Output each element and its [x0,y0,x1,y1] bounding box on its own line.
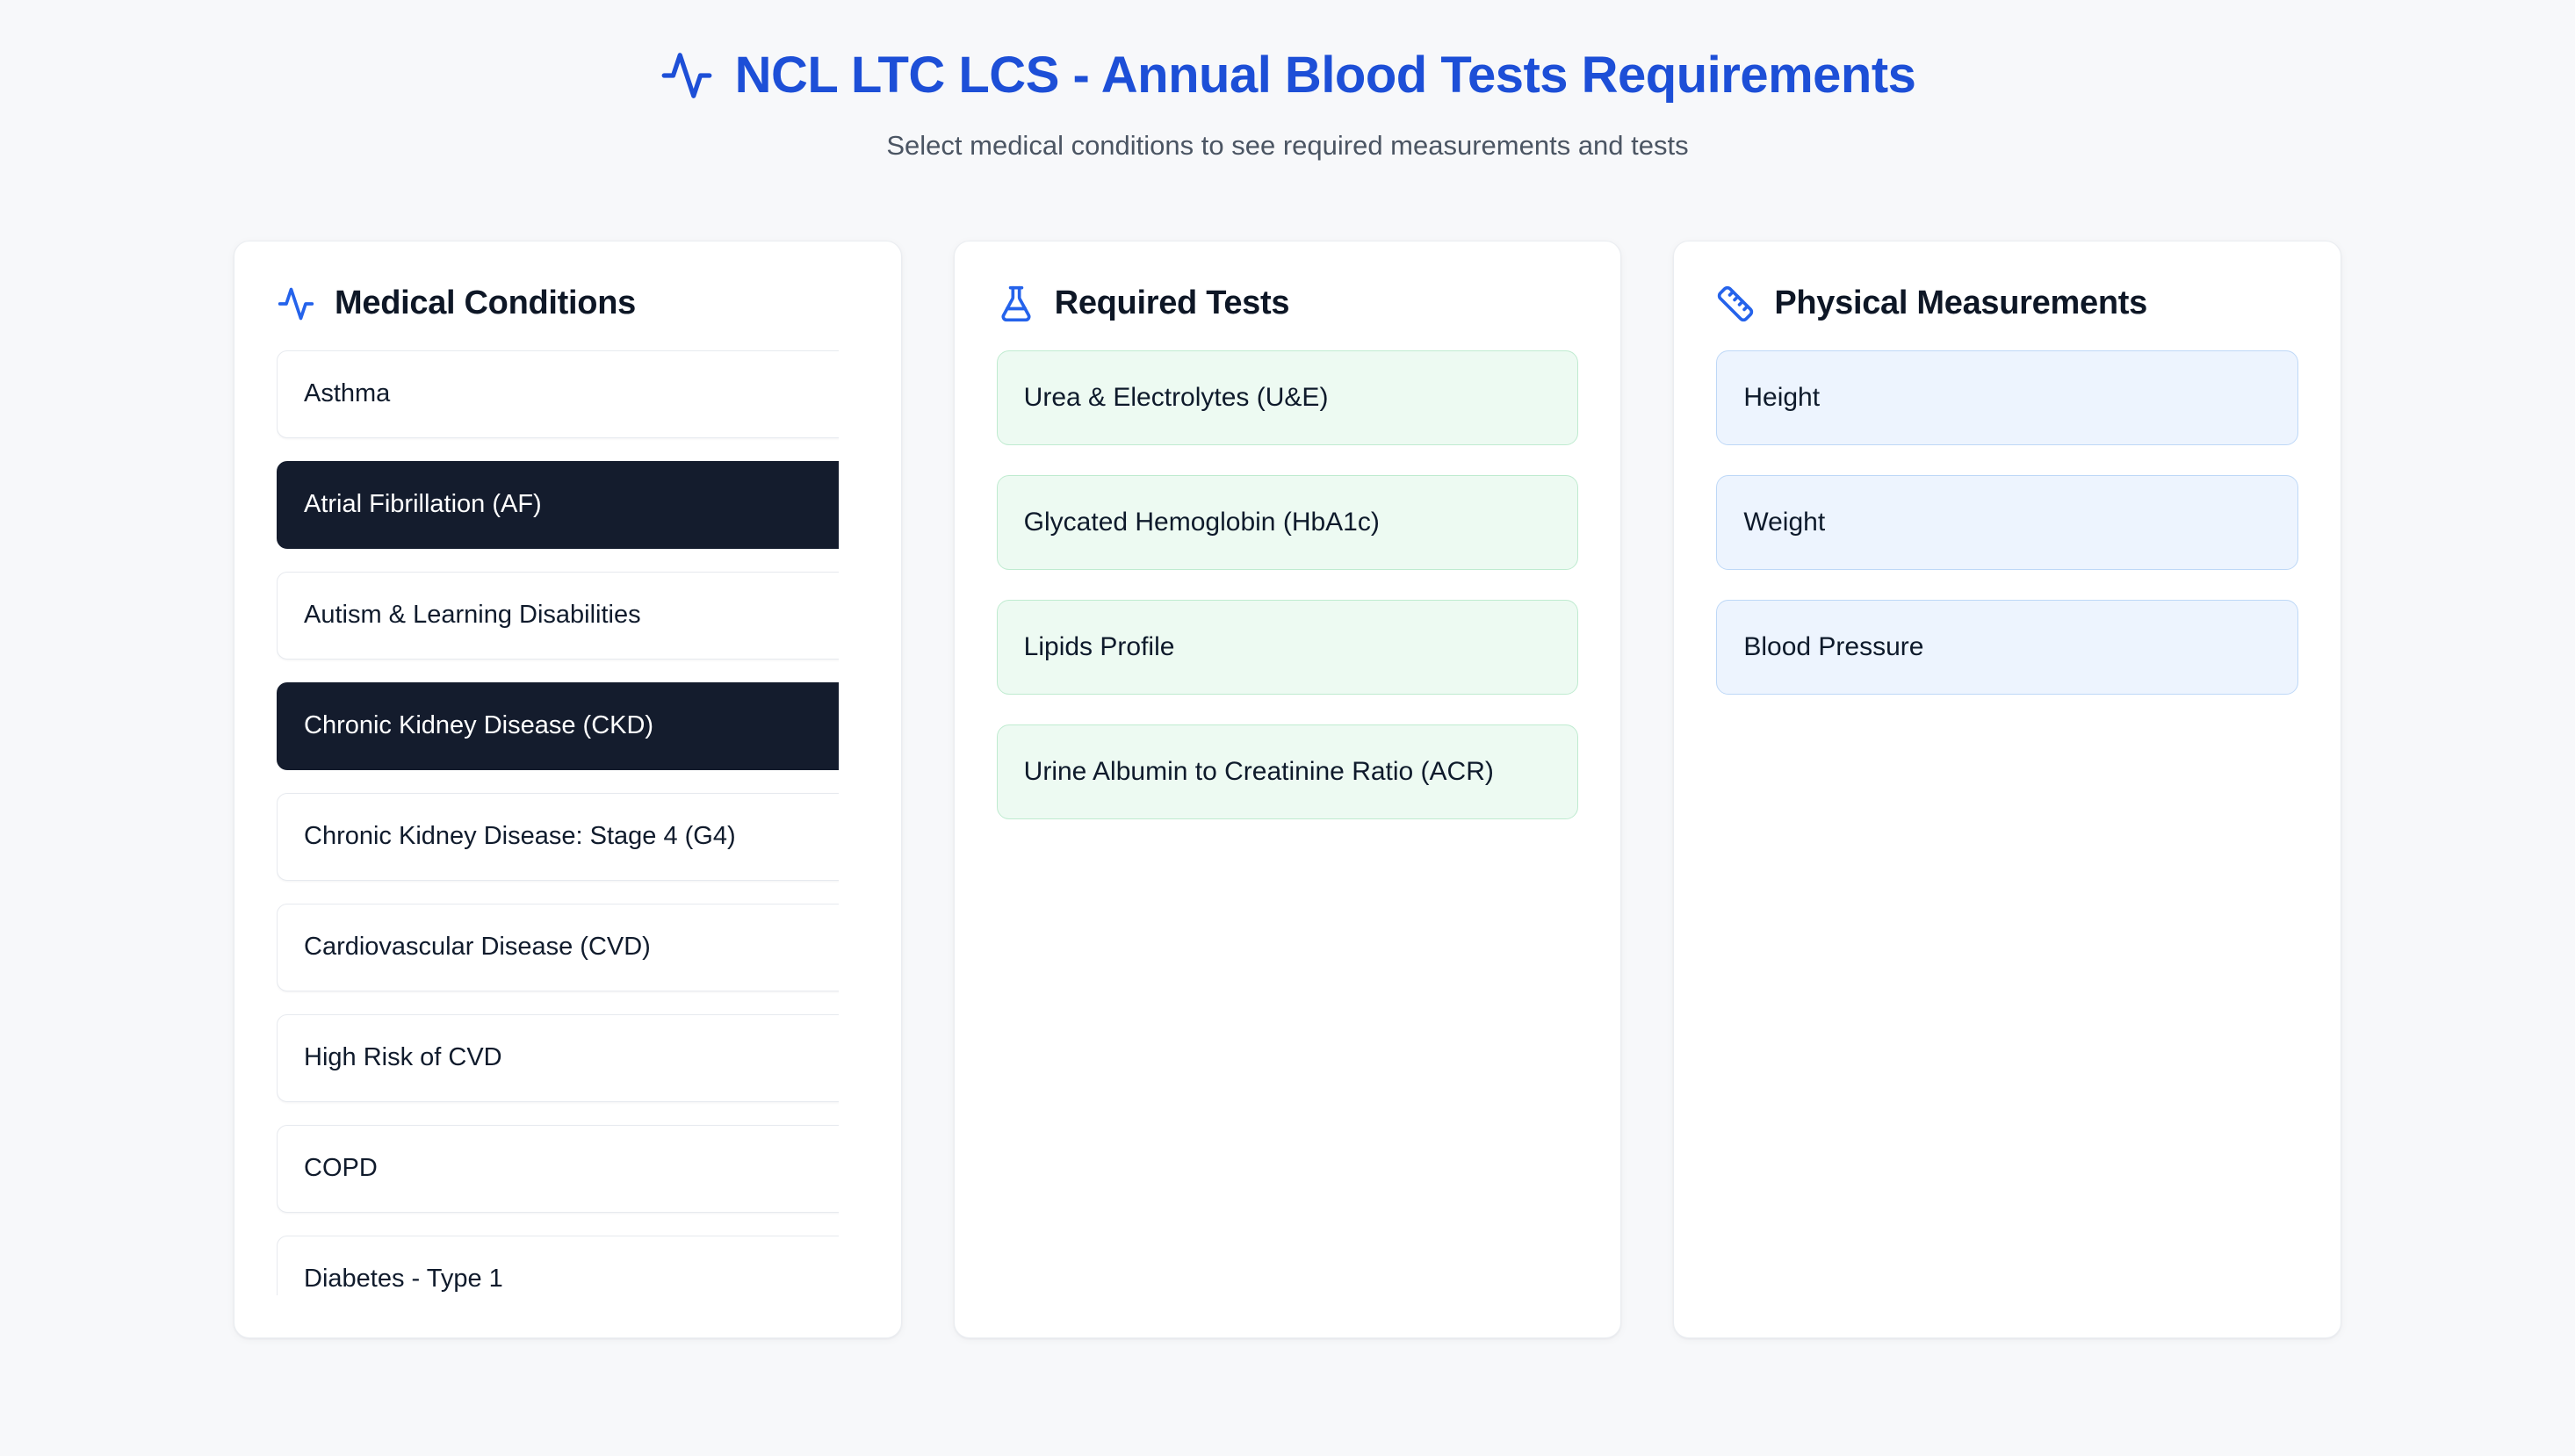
condition-item-label: Cardiovascular Disease (CVD) [304,933,651,962]
physical-measurements-title: Physical Measurements [1774,285,2147,322]
measurement-item [1716,475,2298,570]
test-item [997,350,1579,445]
measurement-item-label: Weight [1743,507,1826,537]
condition-item-label: Chronic Kidney Disease (CKD) [304,711,654,740]
test-item [997,600,1579,695]
condition-item[interactable] [277,904,839,991]
condition-item-label: Autism & Learning Disabilities [304,601,641,630]
measurements-list [1716,350,2298,695]
condition-item-label: COPD [304,1154,378,1183]
test-item-label: Glycated Hemoglobin (HbA1c) [1023,507,1380,537]
measurement-item [1716,600,2298,695]
physical-measurements-header [1716,284,2298,324]
test-item-label: Urea & Electrolytes (U&E) [1023,382,1329,412]
condition-item-label: Diabetes - Type 1 [304,1265,503,1294]
condition-item-label: Chronic Kidney Disease: Stage 4 (G4) [304,822,736,851]
page-header [0,0,2575,162]
test-item [997,475,1579,570]
measurement-item-label: Blood Pressure [1743,631,1924,661]
physical-measurements-card [1673,241,2341,1338]
page-title: NCL LTC LCS - Annual Blood Tests Requirements [734,47,1916,104]
ruler-icon [1716,285,1755,323]
condition-item[interactable] [277,793,839,881]
test-item-label: Lipids Profile [1023,631,1175,661]
condition-item[interactable] [277,1014,839,1102]
required-tests-card [954,241,1622,1338]
page-title-row [660,47,1916,104]
condition-item-label: High Risk of CVD [304,1043,502,1072]
condition-item[interactable] [277,461,839,549]
medical-conditions-header [277,284,859,324]
conditions-list [277,350,839,1295]
tests-list [997,350,1579,819]
condition-item-label: Asthma [304,379,391,408]
condition-item[interactable] [277,1125,839,1213]
condition-item-label: Atrial Fibrillation (AF) [304,490,542,519]
required-tests-header [997,284,1579,324]
test-item [997,724,1579,819]
flask-icon [997,285,1035,323]
test-item-label: Urine Albumin to Creatinine Ratio (ACR) [1023,756,1494,786]
medical-conditions-title: Medical Conditions [335,285,636,322]
page-subtitle: Select medical conditions to see required measurements and tests [886,129,1689,161]
condition-item[interactable] [277,572,839,660]
measurement-item [1716,350,2298,445]
condition-item[interactable] [277,1236,839,1295]
condition-item[interactable] [277,682,839,770]
activity-pulse-icon [277,285,315,323]
medical-conditions-card [234,241,902,1338]
cards-row [234,241,2341,1338]
required-tests-title: Required Tests [1054,285,1290,322]
measurement-item-label: Height [1743,382,1821,412]
condition-item[interactable] [277,350,839,438]
activity-pulse-icon [660,48,714,103]
